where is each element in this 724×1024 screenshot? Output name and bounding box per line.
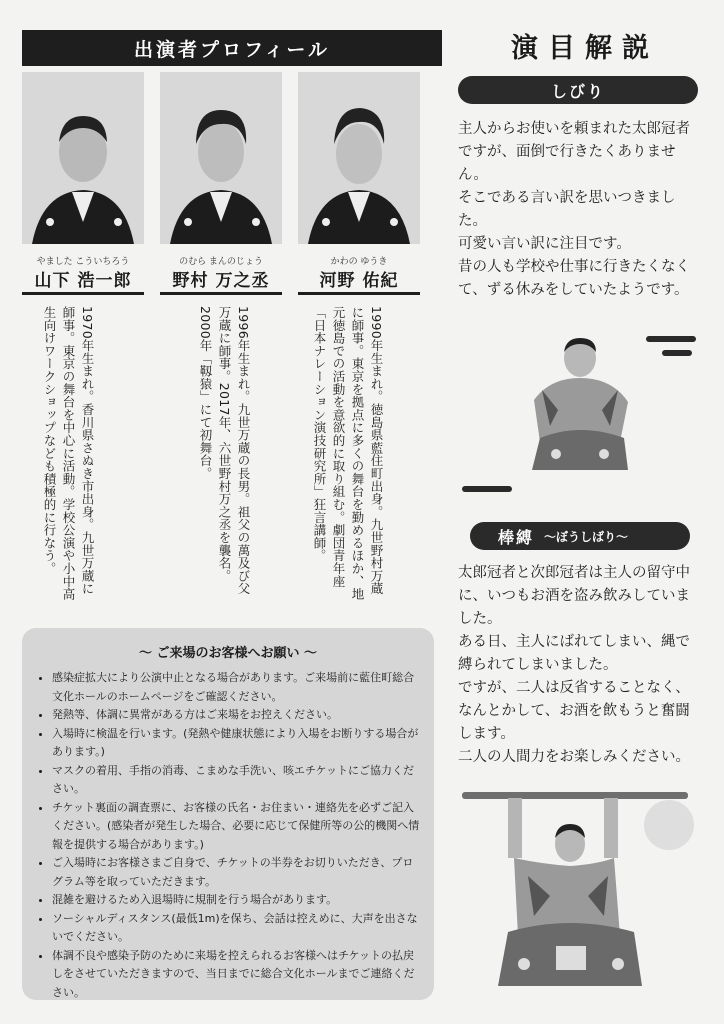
commentary-title: 演目解説	[511, 33, 659, 64]
notice-list	[22, 669, 434, 1002]
name-divider	[298, 292, 420, 295]
visitor-notice	[22, 628, 434, 1000]
decorative-bar	[662, 350, 692, 356]
decorative-bar	[646, 336, 696, 342]
play-title-text: 棒縛	[498, 527, 535, 547]
play-title-shibiri	[458, 76, 698, 104]
performer-bio: 1996年生まれ。九世万蔵の長男。祖父の萬及び父万蔵に師事。2017年、六世野村万之丞を襲名。2000年「靱猿」にて初舞台。	[198, 306, 251, 596]
performer-name: 山下 浩一郎	[34, 271, 132, 291]
play-description: 太郎冠者と次郎冠者は主人の留守中に、いつもお酒を盗み飲みしていました。 ある日、主人にばれてしまい、縄で縛られてしまいました。 ですが、二人は反省することなく、なんとかして、お酒を飲もうと奮闘します。 二人の人間力をお楽しみください。	[458, 565, 690, 765]
performer-bio: 1990年生まれ。徳島県藍住町出身。九世野村万蔵に師事。東京を拠点に多くの舞台を勤めるほか、地元徳島での活動を意欲的に取り組む。劇団青年座「日本ナレーション演技研究所」狂言講師。	[312, 306, 384, 601]
play-description: 主人からお使いを頼まれた太郎冠者ですが、面倒で行きたくありません。 そこである言い訳を思いつきました。 可愛い言い訳に注目です。 昔の人も学校や仕事に行きたくなくて、ずる休みをしていたようです。	[458, 121, 690, 298]
performer-furigana: のむら まんのじょう	[179, 257, 263, 267]
performer-name: 野村 万之丞	[172, 271, 270, 291]
performer-photo-kawano	[298, 72, 420, 244]
performer-photo-nomura	[160, 72, 282, 244]
play-title-reading: ～ぼうしばり～	[544, 529, 629, 544]
notice-item: • 混雑を避けるため入退場時に規制を行う場合があります。	[52, 891, 420, 910]
notice-item: • ソーシャルディスタンス(最低1m)を保ち、会話は控えめに、大声を出さないでください。	[52, 910, 420, 947]
performer-furigana: かわの ゆうき	[330, 257, 388, 267]
play-title-boshibari	[470, 522, 690, 550]
name-divider	[160, 292, 282, 295]
name-divider	[22, 292, 144, 295]
decorative-bar	[462, 486, 512, 492]
profile-banner: 出演者プロフィール	[22, 30, 442, 66]
performer-name: 河野 佑紀	[319, 271, 399, 291]
play-title-text: しびり	[550, 81, 605, 101]
notice-item: • 発熱等、体調に異常がある方はご来場をお控えください。	[52, 706, 420, 725]
notice-item: • ご入場時にお客様さまご自身で、チケットの半券をお切りいただき、プログラム等を取っていただきます。	[52, 854, 420, 891]
notice-item: • 感染症拡大により公演中止となる場合があります。ご来場前に藍住町総合文化ホールのホームページをご確認ください。	[52, 669, 420, 706]
shibiri-actor-photo	[520, 330, 640, 475]
notice-title: ～ ご来場のお客様へお願い ～	[138, 646, 318, 661]
notice-item: • マスクの着用、手指の消毒、こまめな手洗い、咳エチケットにご協力ください。	[52, 762, 420, 799]
performer-furigana: やました こういちろう	[36, 257, 130, 267]
fan-decoration	[644, 800, 694, 850]
notice-item: • 体調不良や感染予防のために来場を控えられるお客様へはチケットの払戻しをさせていただきますので、当日までに総合文化ホールまでご連絡ください。	[52, 947, 420, 1003]
notice-item: • 入場時に検温を行います。(発熱や健康状態により入場をお断りする場合があります。)	[52, 725, 420, 762]
performer-photo-yamashita	[22, 72, 144, 244]
performer-bio: 1970年生まれ。香川県さぬき市出身。九世万蔵に師事。東京の舞台を中心に活動。学校公演や小中高生向けワークショップなども積極的に行なう。	[42, 306, 95, 601]
notice-item: • チケット裏面の調査票に、お客様の氏名・お住まい・連絡先を必ずご記入ください。(感染者が発生した場合、必要に応じて保健所等の公的機関へ情報を提供する場合があります。)	[52, 799, 420, 855]
